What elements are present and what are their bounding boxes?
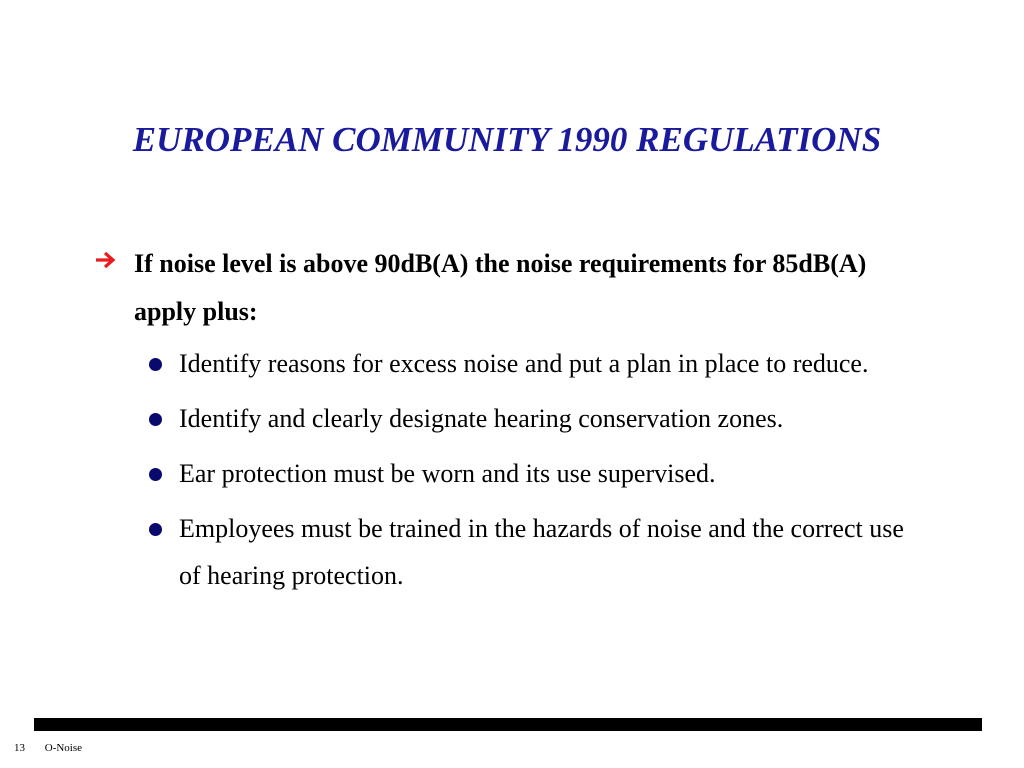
footer-divider xyxy=(34,718,982,731)
slide-number: 13 xyxy=(14,742,25,754)
bullet-dot-icon xyxy=(149,468,162,481)
bullet-dot-icon xyxy=(149,358,162,371)
slide-title: EUROPEAN COMMUNITY 1990 REGULATIONS xyxy=(132,120,882,159)
sub-point-list xyxy=(146,340,926,607)
bullet-dot-icon xyxy=(149,413,162,426)
sub-point-text: Identify and clearly designate hearing conservation zones. xyxy=(179,404,784,433)
main-point-text: If noise level is above 90dB(A) the noise requirements for 85dB(A) apply plus: xyxy=(134,249,867,326)
sub-point-text: Ear protection must be worn and its use supervised. xyxy=(179,459,716,488)
sub-point-text: Employees must be trained in the hazards of noise and the correct use of hearing protection. xyxy=(179,514,904,590)
slide-footer xyxy=(14,742,82,754)
section-label: O-Noise xyxy=(44,742,83,754)
list-item xyxy=(146,395,926,442)
right-arrow-icon xyxy=(96,250,118,270)
sub-point-text: Identify reasons for excess noise and put a plan in place to reduce. xyxy=(179,349,869,378)
list-item xyxy=(146,340,926,387)
list-item xyxy=(146,505,926,599)
list-item xyxy=(146,450,926,497)
bullet-dot-icon xyxy=(149,523,162,536)
